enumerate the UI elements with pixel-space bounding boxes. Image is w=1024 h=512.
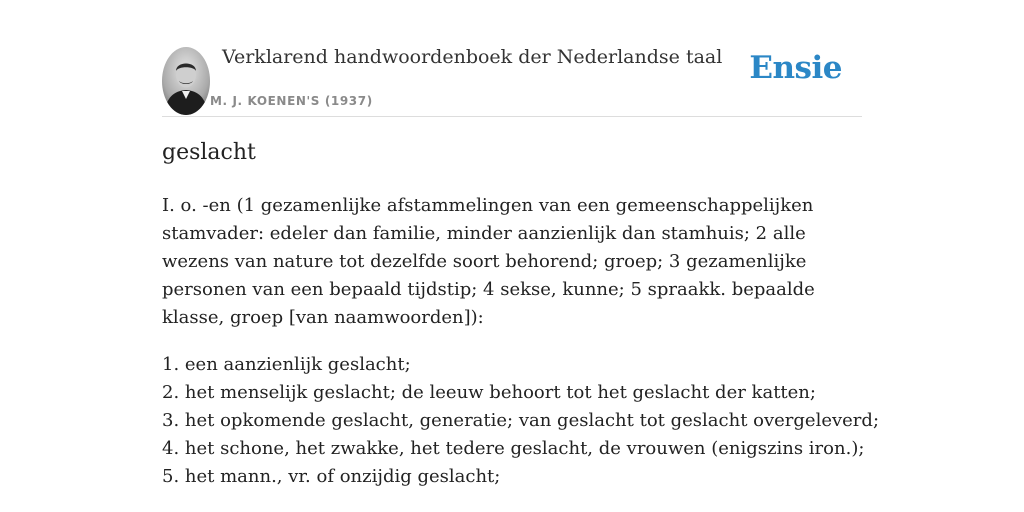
header — [162, 0, 862, 117]
list-item: 1. een aanzienlijk geslacht; — [162, 354, 411, 375]
list-item: 5. het mann., vr. of onzijdig geslacht; — [162, 466, 501, 487]
list-item: 3. het opkomende geslacht, generatie; van geslacht tot geslacht overgeleverd; — [162, 410, 880, 431]
headword: geslacht — [162, 140, 256, 165]
list-item: 4. het schone, het zwakke, het tedere geslacht, de vrouwen (enigszins iron.); — [162, 438, 865, 459]
author-portrait-icon — [162, 47, 210, 115]
author-label: M. J. KOENEN'S (1937) — [210, 94, 373, 108]
definition-text: I. o. -en (1 gezamenlijke afstammelingen van een gemeenschappelijken stamvader: edeler dan familie, minder aanzienlijk dan stamhuis; 2 alle wezens van nature tot dezelfde soort behorend; groep; 3 gezamenlijke personen van een bepaald tijdstip; 4 sekse, kunne; 5 spraakk. bepaalde klasse, groep [van naamwoorden]): — [162, 195, 815, 328]
examples-list — [162, 351, 880, 491]
brand-logo-link[interactable]: Ensie — [749, 50, 842, 86]
book-title: Verklarend handwoordenboek der Nederlandse taal — [222, 46, 723, 68]
list-item: 2. het menselijk geslacht; de leeuw behoort tot het geslacht der katten; — [162, 382, 816, 403]
